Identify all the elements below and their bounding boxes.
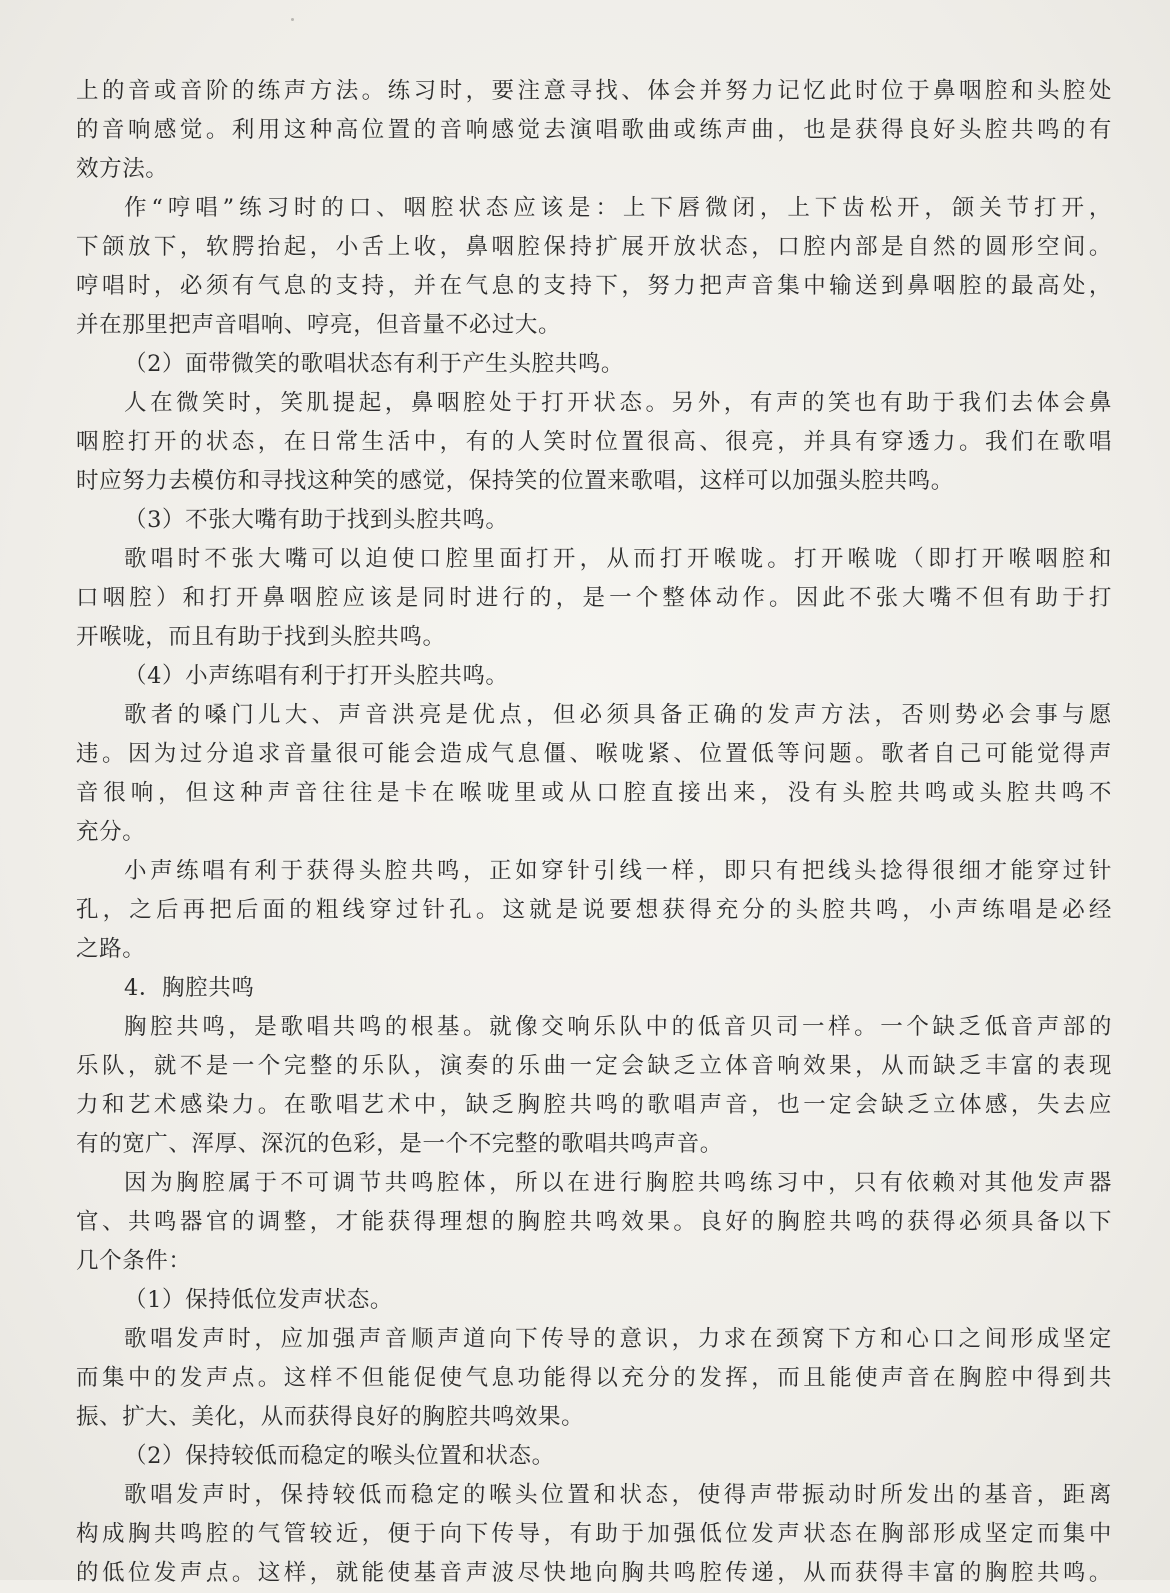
text-line: 的音响感觉。利用这种高位置的音响感觉去演唱歌曲或练声曲，也是获得良好头腔共鸣的有 [76,117,1112,143]
text-line: 而集中的发声点。这样不但能促使气息功能得以充分的发挥，而且能使声音在胸腔中得到共 [76,1365,1112,1391]
section-heading: （2）面带微笑的歌唱状态有利于产生头腔共鸣。 [124,351,625,377]
text-line: 歌唱发声时，保持较低而稳定的喉头位置和状态，使得声带振动时所发出的基音，距离 [124,1482,1112,1508]
text-line: 振、扩大、美化，从而获得良好的胸腔共鸣效果。 [76,1404,585,1430]
section-heading: 4．胸腔共鸣 [124,975,255,1001]
text-line: 官、共鸣器官的调整，才能获得理想的胸腔共鸣效果。良好的胸腔共鸣的获得必须具备以下 [76,1209,1112,1235]
text-line: 充分。 [76,819,146,845]
text-line: 力和艺术感染力。在歌唱艺术中，缺乏胸腔共鸣的歌唱声音，也一定会缺乏立体感，失去应 [76,1092,1112,1118]
text-line: 下颌放下，软腭抬起，小舌上收，鼻咽腔保持扩展开放状态，口腔内部是自然的圆形空间。 [76,234,1112,260]
text-line: 作“哼唱”练习时的口、咽腔状态应该是：上下唇微闭，上下齿松开，颌关节打开， [124,195,1112,221]
text-line: 孔，之后再把后面的粗线穿过针孔。这就是说要想获得充分的头腔共鸣，小声练唱是必经 [76,897,1112,923]
text-line: 因为胸腔属于不可调节共鸣腔体，所以在进行胸腔共鸣练习中，只有依赖对其他发声器 [124,1170,1112,1196]
section-heading: （2）保持较低而稳定的喉头位置和状态。 [124,1443,555,1469]
text-line: 人在微笑时，笑肌提起，鼻咽腔处于打开状态。另外，有声的笑也有助于我们去体会鼻 [124,390,1112,416]
text-body [76,72,1112,1593]
text-line: 的低位发声点。这样，就能使基音声波尽快地向胸共鸣腔传递，从而获得丰富的胸腔共鸣。 [76,1560,1112,1586]
text-line: 时应努力去模仿和寻找这种笑的感觉，保持笑的位置来歌唱，这样可以加强头腔共鸣。 [76,468,954,494]
text-line: 口咽腔）和打开鼻咽腔应该是同时进行的，是一个整体动作。因此不张大嘴不但有助于打 [76,585,1112,611]
text-line: 小声练唱有利于获得头腔共鸣，正如穿针引线一样，即只有把线头捻得很细才能穿过针 [124,858,1112,884]
text-line: 咽腔打开的状态，在日常生活中，有的人笑时位置很高、很亮，并具有穿透力。我们在歌唱 [76,429,1112,455]
text-line: 构成胸共鸣腔的气管较近，便于向下传导，有助于加强低位发声状态在胸部形成坚定而集中 [76,1521,1112,1547]
text-line: 胸腔共鸣，是歌唱共鸣的根基。就像交响乐队中的低音贝司一样。一个缺乏低音声部的 [124,1014,1112,1040]
text-line: 歌者的嗓门儿大、声音洪亮是优点，但必须具备正确的发声方法，否则势必会事与愿 [124,702,1112,728]
text-line: 音很响，但这种声音往往是卡在喉咙里或从口腔直接出来，没有头腔共鸣或头腔共鸣不 [76,780,1112,806]
text-line: 歌唱发声时，应加强声音顺声道向下传导的意识，力求在颈窝下方和心口之间形成坚定 [124,1326,1112,1352]
text-line: 上的音或音阶的练声方法。练习时，要注意寻找、体会并努力记忆此时位于鼻咽腔和头腔处 [76,78,1112,104]
text-line: 几个条件： [76,1248,192,1274]
section-heading: （4）小声练唱有利于打开头腔共鸣。 [124,663,509,689]
section-heading: （3）不张大嘴有助于找到头腔共鸣。 [124,507,509,533]
text-line: 哼唱时，必须有气息的支持，并在气息的支持下，努力把声音集中输送到鼻咽腔的最高处， [76,273,1112,299]
text-line: 歌唱时不张大嘴可以迫使口腔里面打开，从而打开喉咙。打开喉咙（即打开喉咽腔和 [124,546,1112,572]
text-line: 违。因为过分追求音量很可能会造成气息僵、喉咙紧、位置低等问题。歌者自己可能觉得声 [76,741,1112,767]
text-line: 有的宽广、浑厚、深沉的色彩，是一个不完整的歌唱共鸣声音。 [76,1131,723,1157]
text-line: 乐队，就不是一个完整的乐队，演奏的乐曲一定会缺乏立体音响效果，从而缺乏丰富的表现 [76,1053,1112,1079]
scan-speck [291,18,294,21]
text-line: 并在那里把声音唱响、哼亮，但音量不必过大。 [76,312,562,338]
text-line: 开喉咙，而且有助于找到头腔共鸣。 [76,624,446,650]
text-line: 之路。 [76,936,146,962]
section-heading: （1）保持低位发声状态。 [124,1287,394,1313]
text-line: 效方法。 [76,156,169,182]
